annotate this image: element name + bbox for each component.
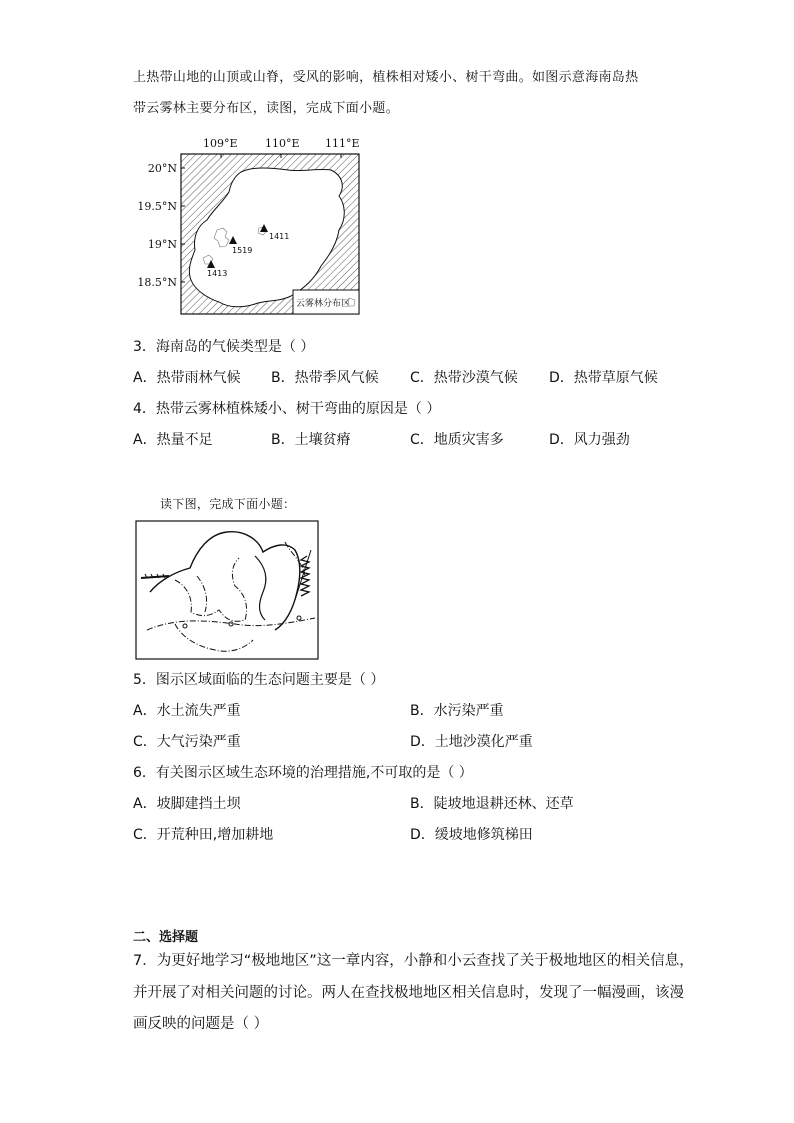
- lat-label-19-5: 19.5°N: [137, 200, 177, 213]
- peak-label-1519: 1519: [232, 246, 253, 255]
- lon-label-109: 109°E: [203, 137, 238, 150]
- lon-label-110: 110°E: [265, 137, 300, 150]
- region-map: [135, 520, 319, 660]
- q5-option-c[interactable]: C．大气污染严重: [133, 734, 241, 750]
- q3-option-c[interactable]: C．热带沙漠气候: [410, 370, 518, 386]
- q5-option-b[interactable]: B．水污染严重: [410, 703, 504, 719]
- peak-label-1413: 1413: [207, 269, 228, 278]
- q5-option-d[interactable]: D．土地沙漠化严重: [410, 734, 533, 750]
- q6-option-a[interactable]: A．坡脚建挡土坝: [133, 796, 241, 812]
- q7-line-2: 并开展了对相关问题的讨论。两人在查找极地地区相关信息时，发现了一幅漫画，该漫: [133, 985, 684, 1001]
- q7-line-3: 画反映的问题是（ ）: [133, 1016, 269, 1032]
- q7-line-1: 7．为更好地学习“极地地区”这一章内容，小静和小云查找了关于极地地区的相关信息，: [133, 953, 694, 969]
- q4-option-c[interactable]: C．地质灾害多: [410, 432, 504, 448]
- q4-option-d[interactable]: D．风力强劲: [549, 432, 630, 448]
- q4-option-b[interactable]: B．土壤贫瘠: [271, 432, 351, 448]
- q5-option-a[interactable]: A．水土流失严重: [133, 703, 241, 719]
- legend-label: 云雾林分布区: [296, 299, 351, 309]
- peak-label-1411: 1411: [269, 232, 290, 241]
- q4-stem: 4．热带云雾林植株矮小、树干弯曲的原因是（ ）: [133, 401, 441, 417]
- q3-option-d[interactable]: D．热带草原气候: [549, 370, 658, 386]
- lat-label-18-5: 18.5°N: [137, 276, 177, 289]
- q6-option-c[interactable]: C．开荒种田,增加耕地: [133, 827, 274, 843]
- q6-option-b[interactable]: B．陡坡地退耕还林、还草: [410, 796, 574, 812]
- hainan-map: [133, 132, 368, 317]
- intro-line-2: 带云雾林主要分布区，读图，完成下面小题。: [133, 101, 400, 116]
- intro-line-1: 上热带山地的山顶或山脊，受风的影响，植株相对矮小、树干弯曲。如图示意海南岛热: [133, 70, 639, 85]
- q3-option-a[interactable]: A．热带雨林气候: [133, 370, 241, 386]
- lat-label-20: 20°N: [147, 162, 177, 175]
- lon-label-111: 111°E: [325, 137, 360, 150]
- q6-stem: 6．有关图示区域生态环境的治理措施,不可取的是（ ）: [133, 765, 473, 781]
- q3-option-b[interactable]: B．热带季风气候: [271, 370, 379, 386]
- read-map-caption: 读下图，完成下面小题：: [160, 497, 296, 511]
- q4-option-a[interactable]: A．热量不足: [133, 432, 213, 448]
- section-heading: 二、选择题: [133, 930, 199, 945]
- region-map-frame: [136, 521, 318, 659]
- q3-stem: 3．海南岛的气候类型是（ ）: [133, 339, 315, 355]
- q5-stem: 5．图示区域面临的生态问题主要是（ ）: [133, 672, 385, 688]
- q6-option-d[interactable]: D．缓坡地修筑梯田: [410, 827, 533, 843]
- lat-label-19: 19°N: [147, 238, 177, 251]
